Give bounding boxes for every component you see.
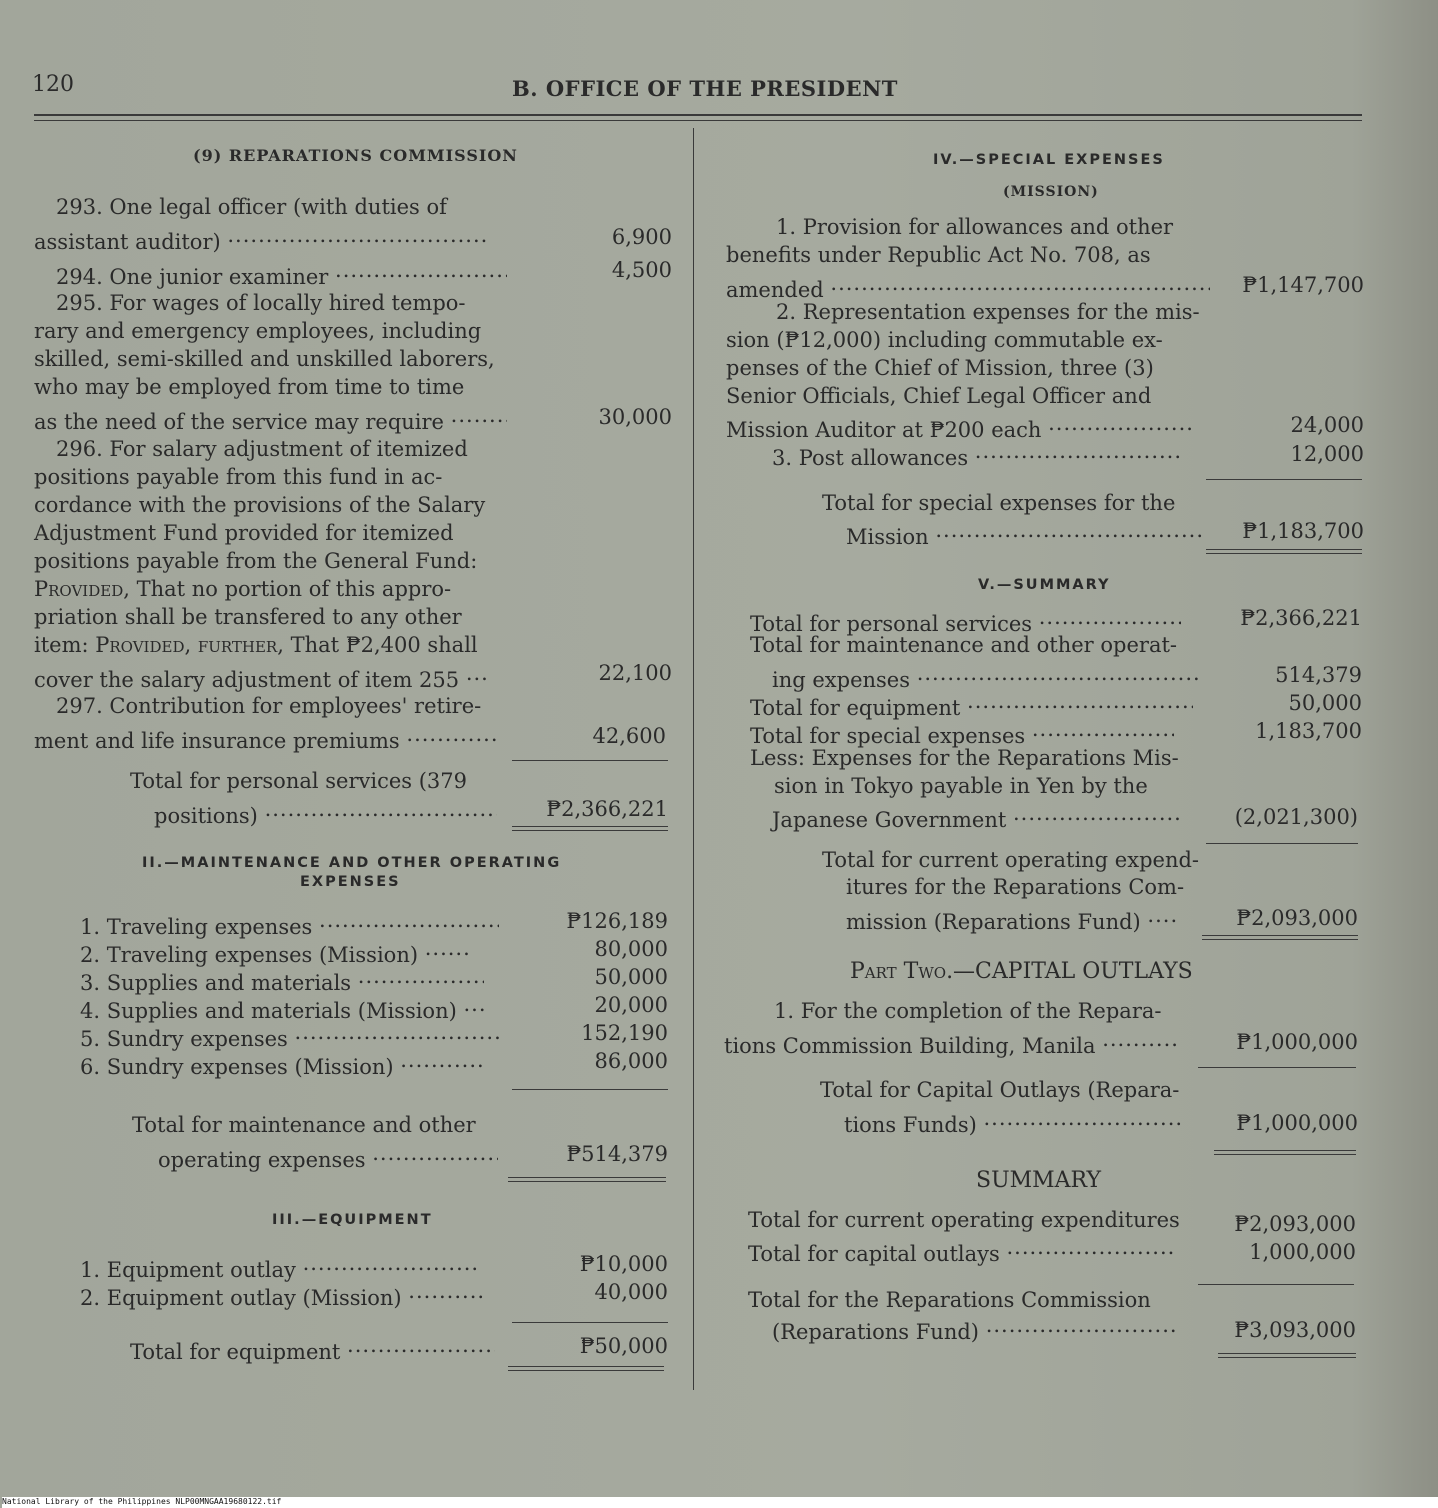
- item-294-amount: 4,500: [611, 258, 672, 282]
- special-sub: (MISSION): [1003, 184, 1099, 200]
- grand-amount: ₱3,093,000: [1234, 1318, 1356, 1342]
- tco-line3: mission (Reparations Fund) .....: [846, 901, 1177, 936]
- maint-amount-4: 20,000: [594, 993, 668, 1017]
- s2-capital: Total for capital outlays .....: [748, 1233, 1174, 1268]
- less-line3: Japanese Government .....: [772, 799, 1183, 834]
- co-subtotal-rule: [1198, 1067, 1356, 1068]
- less-rule: [1206, 843, 1358, 844]
- maint-item-6: 6. Sundry expenses (Mission) .....: [80, 1046, 484, 1081]
- sum-ps-amount: ₱2,366,221: [1240, 606, 1362, 630]
- column-divider: [693, 128, 694, 1390]
- total-maint-line2: operating expenses .....: [158, 1139, 498, 1174]
- section-title: (9) REPARATIONS COMMISSION: [193, 146, 518, 165]
- item-295-line4: who may be employed from time to time: [34, 375, 465, 399]
- item-296-amount: 22,100: [598, 661, 672, 685]
- part-two-title: Part Two.—CAPITAL OUTLAYS: [850, 959, 1193, 984]
- maint-amount-6: 86,000: [594, 1049, 668, 1073]
- sp2-line3: penses of the Chief of Mission, three (3): [726, 356, 1154, 380]
- maint-amount-5: 152,190: [581, 1021, 668, 1045]
- total-ps-line2: positions) .....: [154, 795, 497, 830]
- sp2-line1: 2. Representation expenses for the mis-: [776, 300, 1200, 324]
- special-head: IV.—SPECIAL EXPENSES: [933, 152, 1165, 168]
- scan-footer: National Library of the Philippines NLP00MNGAA19680122.tif: [2, 1497, 1438, 1508]
- sum-sp: Total for special expenses .....: [750, 715, 1174, 750]
- page-number: 120: [32, 72, 74, 97]
- total-sp-amount: ₱1,183,700: [1242, 519, 1364, 543]
- maintenance-head-2: EXPENSES: [300, 874, 401, 890]
- item-295-line1: 295. For wages of locally hired tempo-: [56, 291, 466, 315]
- sp3-line: 3. Post allowances .....: [772, 437, 1181, 472]
- item-295-line5: as the need of the service may require .....: [34, 401, 507, 436]
- item-297-line2: ment and life insurance premiums .....: [34, 720, 500, 755]
- item-293-line1: 293. One legal officer (with duties of: [56, 195, 447, 219]
- tco-line1: Total for current operating expend-: [822, 848, 1200, 872]
- maint-amount-3: 50,000: [594, 965, 668, 989]
- equipment-head: III.—EQUIPMENT: [272, 1212, 433, 1228]
- maint-amount-1: ₱126,189: [566, 909, 668, 933]
- sp1-line1: 1. Provision for allowances and other: [776, 215, 1174, 239]
- tco2-amount: ₱1,000,000: [1236, 1111, 1358, 1135]
- sum-equip: Total for equipment .....: [750, 687, 1193, 722]
- s2-capital-amount: 1,000,000: [1249, 1240, 1356, 1264]
- sp2-line4: Senior Officials, Chief Legal Officer and: [726, 384, 1152, 408]
- equip-item-1: 1. Equipment outlay .....: [80, 1249, 481, 1284]
- item-296-line7: priation shall be transfered to any other: [34, 605, 462, 629]
- maint-item-3: 3. Supplies and materials .....: [80, 962, 484, 997]
- item-296-line6: Provided, That no portion of this appro-: [34, 577, 452, 601]
- running-head: B. OFFICE OF THE PRESIDENT: [512, 76, 898, 101]
- co1-line2: tions Commission Building, Manila .....: [724, 1025, 1178, 1060]
- total-ps-amount: ₱2,366,221: [546, 797, 668, 821]
- maint-total-rule: [508, 1177, 666, 1182]
- tco-total-rule: [1202, 935, 1358, 940]
- equip-subtotal-rule: [512, 1322, 668, 1323]
- s2-subtotal-rule: [1198, 1284, 1354, 1285]
- total-maint-line1: Total for maintenance and other: [132, 1113, 476, 1137]
- summary2-title: SUMMARY: [976, 1168, 1101, 1193]
- maint-amount-2: 80,000: [594, 937, 668, 961]
- item-295-amount: 30,000: [598, 405, 672, 429]
- sp1-amount: ₱1,147,700: [1242, 273, 1364, 297]
- sum-maint-line2: ing expenses .....: [772, 659, 1199, 694]
- total-equip-amount: ₱50,000: [579, 1334, 668, 1358]
- item-295-line2: rary and emergency employees, including: [34, 319, 482, 343]
- total-sp-line1: Total for special expenses for the: [822, 491, 1176, 515]
- less-amount: (2,021,300): [1234, 805, 1358, 829]
- grand-total-rule: [1218, 1353, 1356, 1358]
- maint-item-4: 4. Supplies and materials (Mission) .....: [80, 990, 487, 1025]
- item-293-amount: 6,900: [611, 225, 672, 249]
- equip-item-2: 2. Equipment outlay (Mission) .....: [80, 1277, 484, 1312]
- co-total-rule: [1214, 1150, 1356, 1155]
- sp1-line3: amended .....: [726, 269, 1210, 304]
- maint-item-1: 1. Traveling expenses .....: [80, 906, 499, 941]
- total-ps-line1: Total for personal services (379: [130, 769, 468, 793]
- maint-item-5: 5. Sundry expenses .....: [80, 1018, 499, 1053]
- item-294-line1: 294. One junior examiner .....: [56, 256, 516, 291]
- maintenance-head-1: II.—MAINTENANCE AND OTHER OPERATING: [142, 855, 562, 871]
- item-296-line3: cordance with the provisions of the Salary: [34, 493, 486, 517]
- sp2-line2: sion (₱12,000) including commutable ex-: [726, 328, 1163, 352]
- sp3-amount: 12,000: [1290, 442, 1364, 466]
- header-rule-thin: [34, 120, 1362, 121]
- total-equip: Total for equipment .....: [130, 1331, 495, 1366]
- sum-maint-amount: 514,379: [1275, 663, 1362, 687]
- tco2-line2: tions Funds) .....: [844, 1104, 1182, 1139]
- item-296-line4: Adjustment Fund provided for itemized: [34, 521, 454, 545]
- maint-item-2: 2. Traveling expenses (Mission) .....: [80, 934, 469, 969]
- item-296-line5: positions payable from the General Fund:: [34, 549, 478, 573]
- equip-amount-1: ₱10,000: [579, 1252, 668, 1276]
- sp1-line2: benefits under Republic Act No. 708, as: [726, 243, 1151, 267]
- item-293-line2: assistant auditor) .....: [34, 221, 512, 256]
- sp2-amount: 24,000: [1290, 413, 1364, 437]
- sp-total-rule: [1206, 549, 1362, 554]
- item-297-line1: 297. Contribution for employees' retire-: [56, 694, 482, 718]
- item-295-line3: skilled, semi-skilled and unskilled laborers,: [34, 347, 495, 371]
- equip-amount-2: 40,000: [594, 1280, 668, 1304]
- sp-subtotal-rule: [1206, 479, 1362, 480]
- item-296-line1: 296. For salary adjustment of itemized: [56, 437, 468, 461]
- maint-subtotal-rule: [512, 1089, 668, 1090]
- sum-sp-amount: 1,183,700: [1255, 719, 1362, 743]
- item-297-amount: 42,600: [592, 724, 666, 748]
- equip-total-rule: [508, 1366, 664, 1371]
- sum-equip-amount: 50,000: [1288, 691, 1362, 715]
- tco-amount: ₱2,093,000: [1236, 906, 1358, 930]
- grand-line1: Total for the Reparations Commission: [748, 1288, 1151, 1312]
- total-rule: [512, 826, 668, 831]
- s2-current-amount: ₱2,093,000: [1234, 1212, 1356, 1236]
- s2-current: Total for current operating expenditures: [748, 1208, 1180, 1232]
- sum-ps: Total for personal services .....: [750, 603, 1181, 638]
- less-line1: Less: Expenses for the Reparations Mis-: [750, 746, 1179, 770]
- less-line2: sion in Tokyo payable in Yen by the: [774, 774, 1148, 798]
- total-maint-amount: ₱514,379: [566, 1142, 668, 1166]
- tco2-line1: Total for Capital Outlays (Repara-: [820, 1078, 1180, 1102]
- co1-line1: 1. For the completion of the Repara-: [774, 999, 1162, 1023]
- header-rule: [34, 114, 1362, 116]
- item-296-line2: positions payable from this fund in ac-: [34, 465, 443, 489]
- subtotal-rule: [512, 760, 668, 761]
- sum-maint-line1: Total for maintenance and other operat-: [750, 633, 1177, 657]
- sp2-line5: Mission Auditor at ₱200 each .....: [726, 409, 1194, 444]
- item-296-line8: item: Provided, further, That ₱2,400 shall: [34, 633, 478, 657]
- total-sp-line2: Mission .....: [846, 516, 1203, 551]
- grand-line2: (Reparations Fund) .....: [772, 1311, 1176, 1346]
- item-296-line9: cover the salary adjustment of item 255 .....: [34, 659, 488, 694]
- summary-head: V.—SUMMARY: [978, 577, 1111, 593]
- tco-line2: itures for the Reparations Com-: [846, 875, 1185, 899]
- co1-amount: ₱1,000,000: [1236, 1030, 1358, 1054]
